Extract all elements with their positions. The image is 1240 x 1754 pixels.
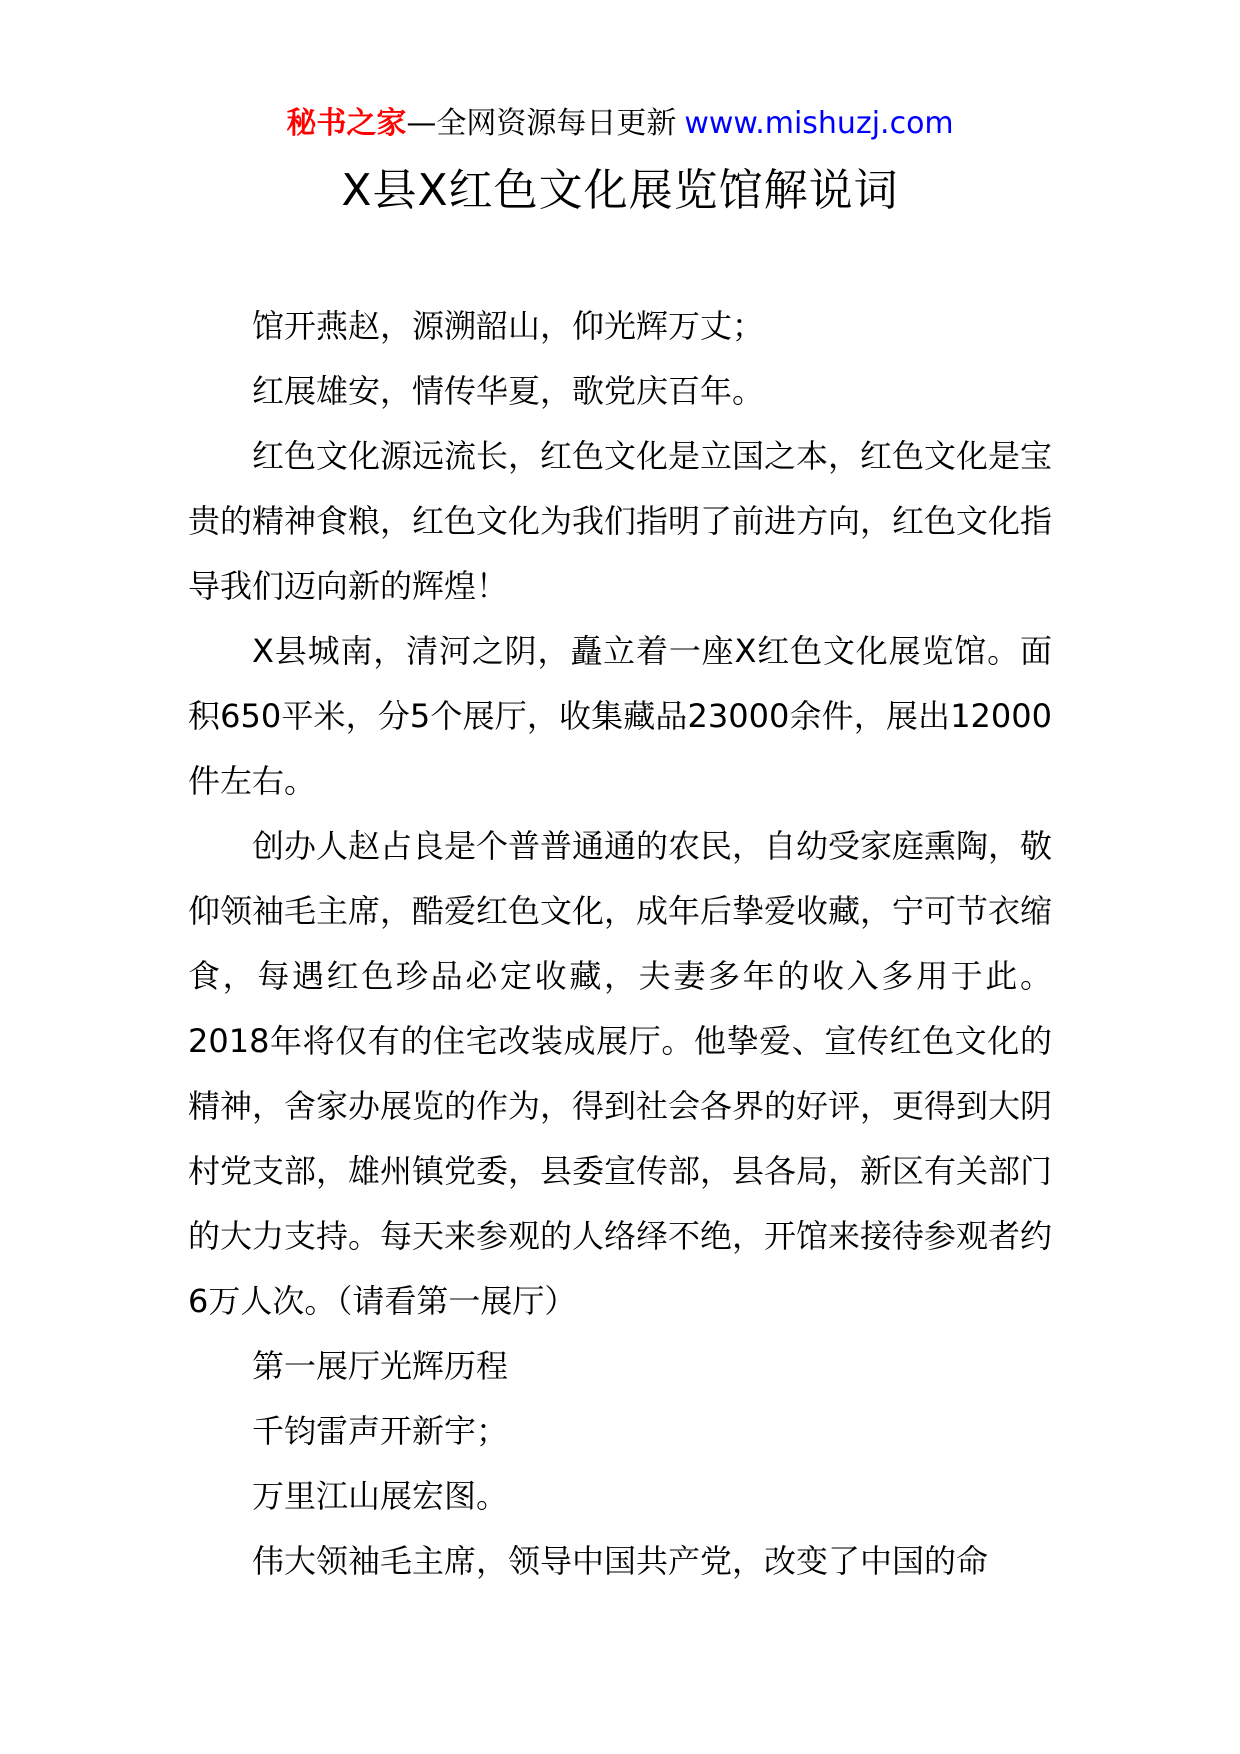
header-tagline: —全网资源每日更新 [406, 106, 677, 141]
paragraph: 千钧雷声开新宇； [252, 1412, 509, 1450]
section-heading: 第一展厅光辉历程 [252, 1347, 509, 1385]
paragraph: 伟大领袖毛主席，领导中国共产党，改变了中国的命 [252, 1542, 989, 1580]
paragraph: 万里江山展宏图。 [252, 1477, 509, 1515]
paragraph: 创办人赵占良是个普普通通的农民，自幼受家庭熏陶，敬仰领袖毛主席，酷爱红色文化，成年后挚爱收藏，宁可节衣缩食，每遇红色珍品必定收藏，夫妻多年的收入多用于此。2018年将仅有的住宅改装成展厅。他挚爱、宣传红色文化的精神，舍家办展览的作为，得到社会各界的好评，更得到大阴村党支部，雄州镇党委，县委宣传部，县各局，新区有关部门的大力支持。每天来参观的人络绎不绝，开馆来接待参观者约6万人次。（请看第一展厅） [188, 827, 1053, 1320]
site-url-link[interactable]: www.mishuzj.com [684, 106, 954, 141]
paragraph: 馆开燕赵，源溯韶山，仰光辉万丈； [252, 307, 765, 345]
brand-name: 秘书之家 [286, 106, 407, 141]
paragraph: 红色文化源远流长，红色文化是立国之本，红色文化是宝贵的精神食粮，红色文化为我们指明了前进方向，红色文化指导我们迈向新的辉煌！ [188, 437, 1053, 605]
document-title: X县X红色文化展览馆解说词 [341, 165, 899, 216]
paragraph: X县城南，清河之阴，矗立着一座X红色文化展览馆。面积650平米，分5个展厅，收集藏品23000余件，展出12000件左右。 [188, 632, 1052, 800]
site-header [0, 102, 1240, 146]
document-body [188, 294, 1052, 1594]
paragraph: 红展雄安，情传华夏，歌党庆百年。 [252, 372, 765, 410]
